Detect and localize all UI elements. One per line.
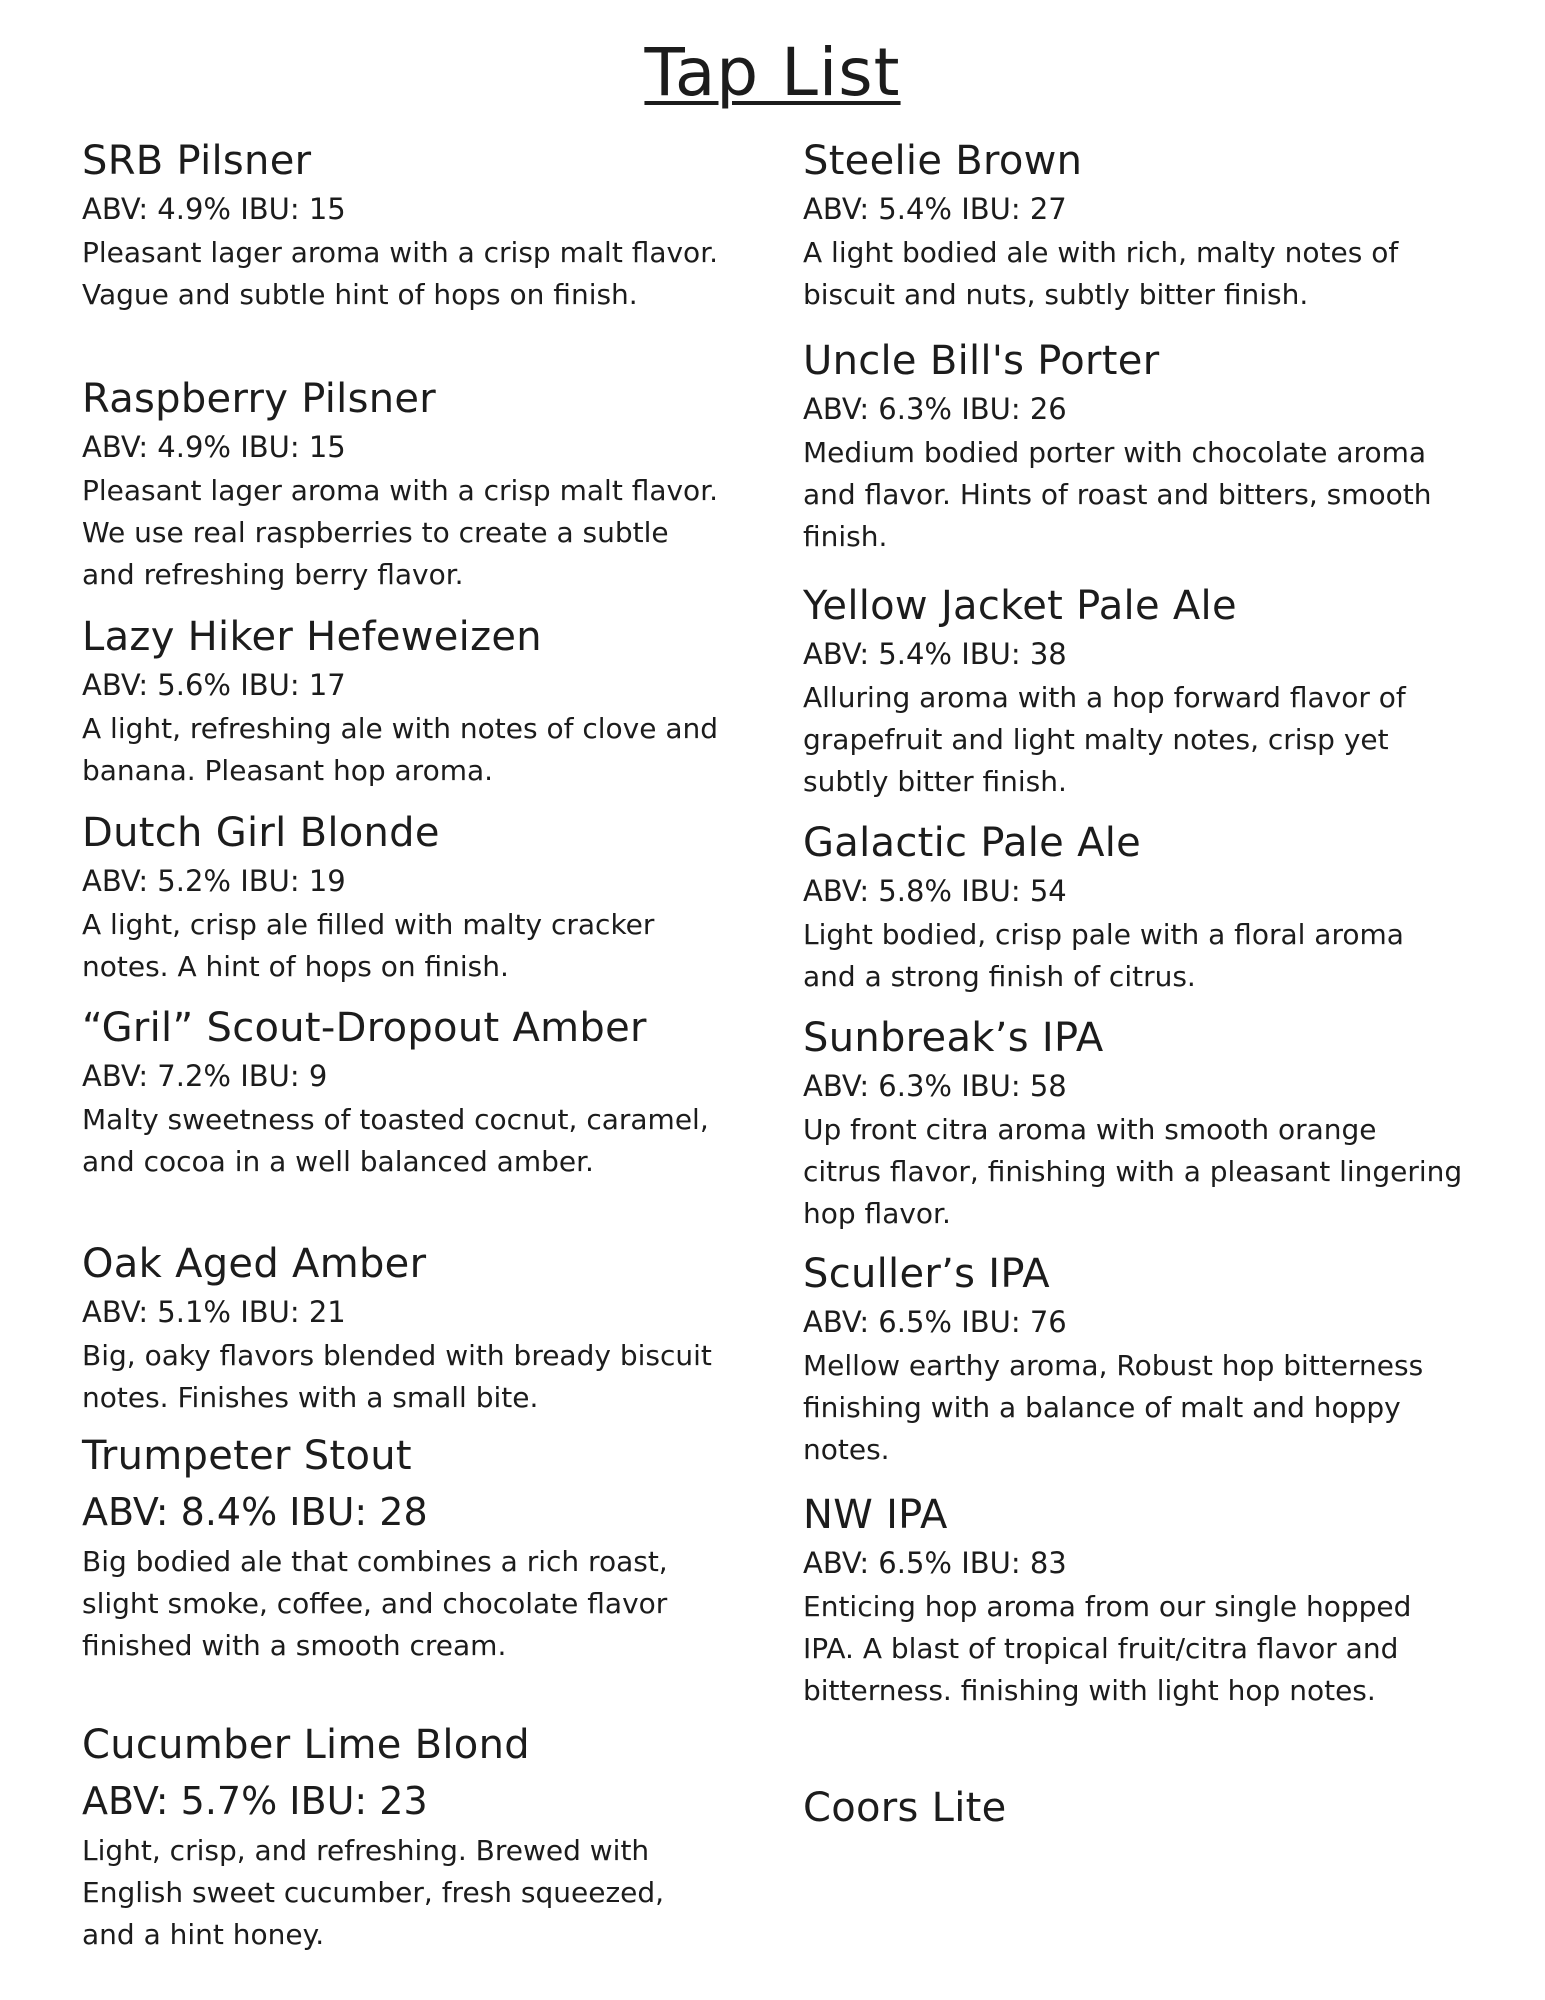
beer-name: NW IPA [803,1492,948,1538]
beer-description: Alluring aroma with a hop forward flavor of grapefruit and light malty notes, crisp yet subtly bitter finish. [803,681,1406,798]
beer-description: Light bodied, crisp pale with a floral aroma and a strong finish of citrus. [803,918,1404,993]
beer-description: Big, oaky flavors blended with bready biscuit notes. Finishes with a small bite. [82,1339,712,1414]
beer-stats: ABV: 7.2% IBU: 9 [82,1059,328,1093]
beer-description: Big bodied ale that combines a rich roast, slight smoke, coffee, and chocolate flavor finished with a smooth cream. [82,1545,668,1662]
beer-name: Galactic Pale Ale [803,820,1142,866]
beer-stats: ABV: 6.5% IBU: 83 [803,1546,1067,1580]
beer-galactic-pale-ale [803,818,1463,998]
beer-description: Up front citra aroma with smooth orange citrus flavor, finishing with a pleasant lingering hop flavor. [803,1113,1463,1230]
beer-stats: ABV: 5.8% IBU: 54 [803,874,1067,908]
beer-description: A light, refreshing ale with notes of clove and banana. Pleasant hop aroma. [82,712,719,787]
beer-stats: ABV: 5.6% IBU: 17 [82,668,346,702]
beer-stats: ABV: 6.3% IBU: 58 [803,1069,1067,1103]
beer-description: Medium bodied porter with chocolate aroma and flavor. Hints of roast and bitters, smooth finish. [803,436,1432,553]
beer-uncle-bills-porter [803,336,1463,558]
beer-stats: ABV: 5.4% IBU: 38 [803,637,1067,671]
beer-stats: ABV: 5.4% IBU: 27 [803,192,1067,226]
beer-name: Lazy Hiker Hefeweizen [82,614,542,660]
beer-description: A light, crisp ale filled with malty cracker notes. A hint of hops on finish. [82,908,655,983]
beer-description: Malty sweetness of toasted cocnut, caramel, and cocoa in a well balanced amber. [82,1103,709,1178]
beer-name: Dutch Girl Blonde [82,810,440,856]
beer-name: Yellow Jacket Pale Ale [803,583,1237,629]
beer-description: Pleasant lager aroma with a crisp malt flavor. Vague and subtle hint of hops on finish. [82,236,719,311]
beer-description: Light, crisp, and refreshing. Brewed with English sweet cucumber, fresh squeezed, and a hint honey. [82,1834,665,1951]
beer-name: Uncle Bill's Porter [803,338,1160,384]
beer-description: Mellow earthy aroma, Robust hop bitterness finishing with a balance of malt and hoppy notes. [803,1349,1424,1466]
beer-stats: ABV: 6.5% IBU: 76 [803,1305,1067,1339]
beer-stats: ABV: 6.3% IBU: 26 [803,392,1067,426]
beer-name: Trumpeter Stout [82,1433,412,1479]
page-title: Tap List [644,34,901,111]
beer-nw-ipa [803,1490,1463,1712]
beer-name: Sunbreak’s IPA [803,1015,1104,1061]
beer-trumpeter-stout [82,1431,722,1667]
beer-yellow-jacket-pale-ale [803,581,1463,803]
beer-description: Enticing hop aroma from our single hopped IPA. A blast of tropical fruit/citra flavor and bitterness. finishing with light hop notes. [803,1590,1412,1707]
beer-stats: ABV: 8.4% IBU: 28 [82,1490,428,1534]
beer-stats: ABV: 5.1% IBU: 21 [82,1295,346,1329]
beer-scullers-ipa [803,1249,1463,1471]
beer-name: Sculler’s IPA [803,1251,1050,1297]
beer-stats: ABV: 4.9% IBU: 15 [82,192,346,226]
beer-stats: ABV: 4.9% IBU: 15 [82,430,346,464]
beer-stats: ABV: 5.7% IBU: 23 [82,1779,428,1823]
beer-sunbreaks-ipa [803,1013,1463,1235]
beer-name: Raspberry Pilsner [82,376,437,422]
beer-name: SRB Pilsner [82,138,312,184]
beer-lazy-hiker-hefeweizen [82,612,722,792]
beer-name: “Gril” Scout-Dropout Amber [82,1005,647,1051]
beer-srb-pilsner [82,136,722,316]
beer-dutch-girl-blonde [82,808,722,988]
beer-name: Coors Lite [803,1785,1007,1831]
beer-name: Cucumber Lime Blond [82,1722,530,1768]
beer-oak-aged-amber [82,1239,722,1419]
beer-description: A light bodied ale with rich, malty notes of biscuit and nuts, subtly bitter finish. [803,236,1399,311]
beer-gril-scout-dropout-amber [82,1003,722,1183]
beer-raspberry-pilsner [82,374,722,596]
beer-name: Steelie Brown [803,138,1083,184]
beer-stats: ABV: 5.2% IBU: 19 [82,864,346,898]
beer-steelie-brown [803,136,1463,316]
beer-coors-lite [803,1783,1463,1833]
beer-description: Pleasant lager aroma with a crisp malt flavor. We use real raspberries to create a subtle and refreshing berry flavor. [82,474,719,591]
beer-cucumber-lime-blond [82,1720,722,1956]
beer-name: Oak Aged Amber [82,1241,427,1287]
